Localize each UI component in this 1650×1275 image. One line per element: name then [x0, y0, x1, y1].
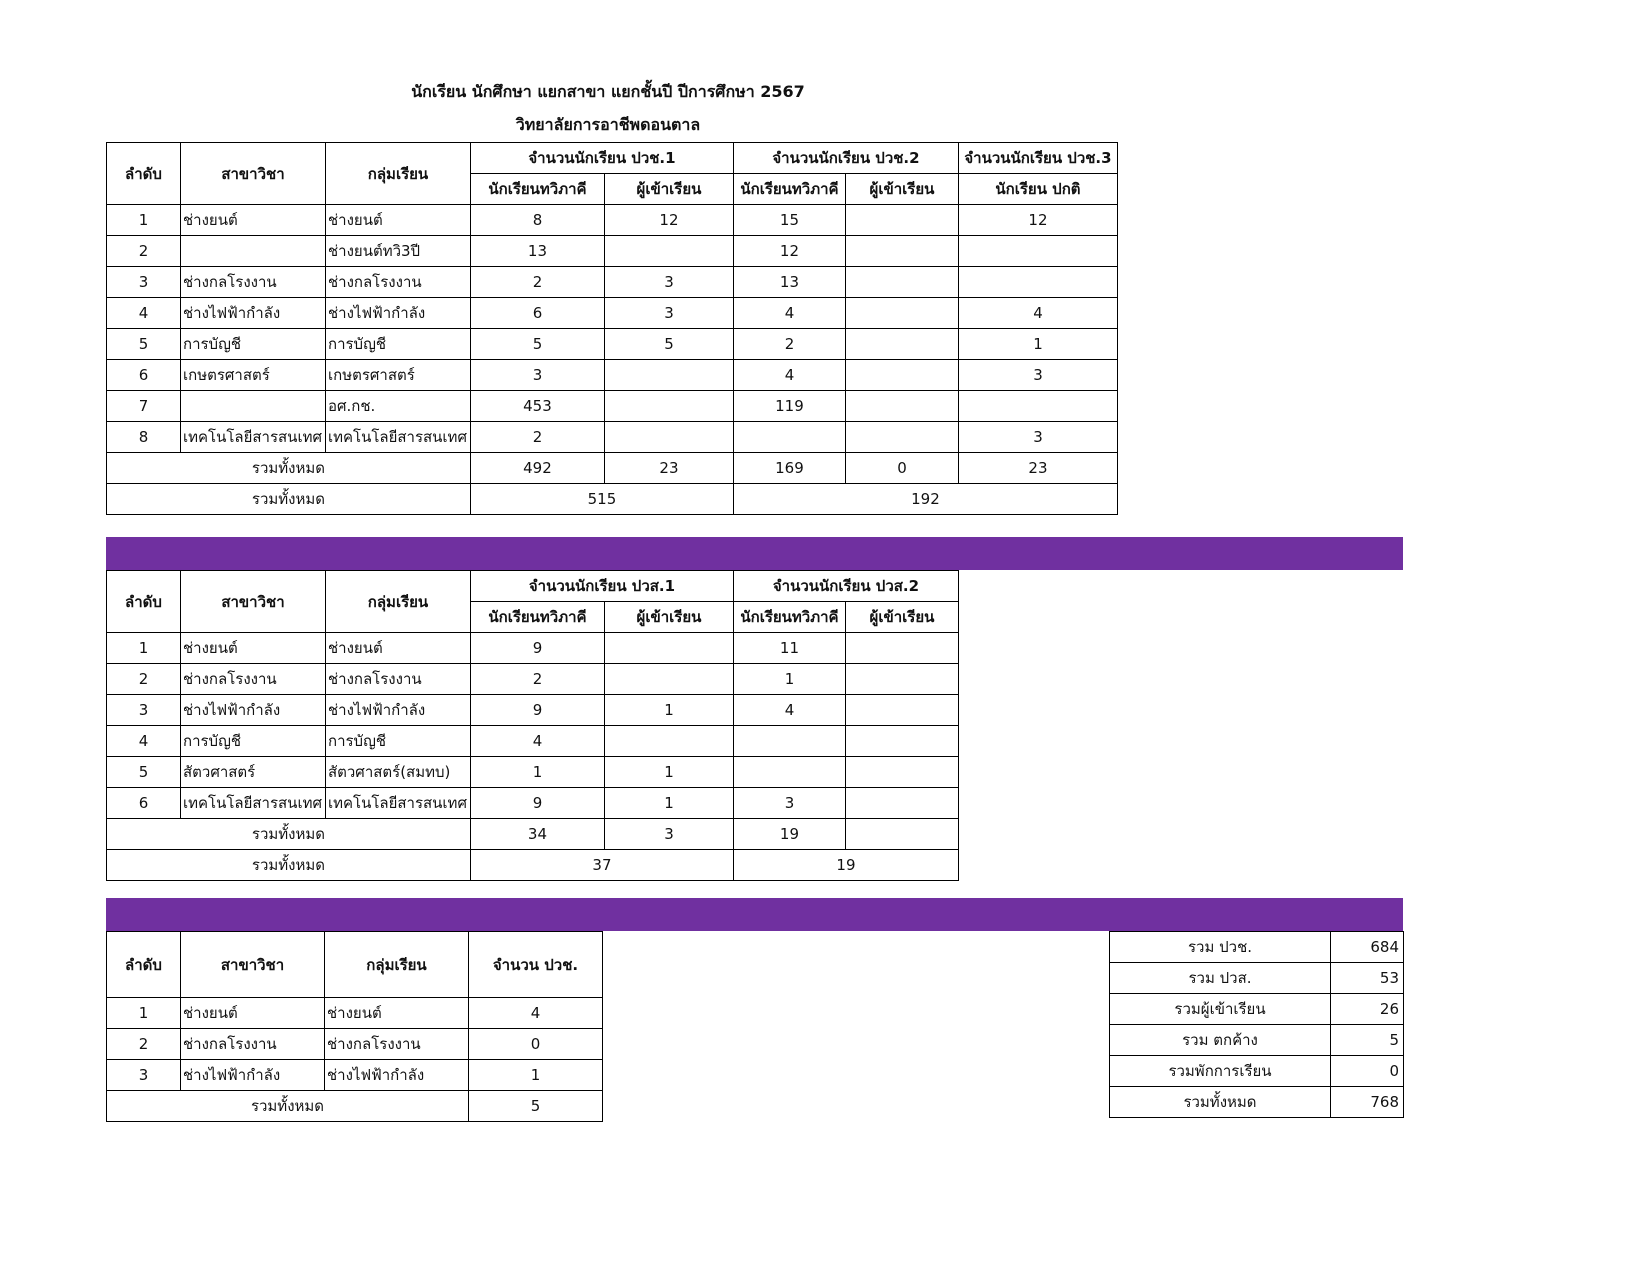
- table-cell: [845, 664, 958, 695]
- grand-total-label: รวมทั้งหมด: [107, 850, 471, 881]
- header-pvc2: จำนวนนักเรียน ปวช.2: [733, 143, 958, 174]
- table-cell: ช่างกลโรงงาน: [181, 664, 326, 695]
- table-cell: เทคโนโลยีสารสนเทศ: [325, 788, 470, 819]
- header-count: จำนวน ปวช.: [469, 932, 603, 998]
- header-group: กลุ่มเรียน: [325, 571, 470, 633]
- subheader-normal: นักเรียน ปกติ: [958, 174, 1117, 205]
- table-cell: ช่างไฟฟ้ากำลัง: [325, 695, 470, 726]
- pvc-count-table: [106, 931, 603, 1122]
- table-cell: [845, 329, 958, 360]
- table-cell: 3: [107, 1060, 181, 1091]
- table-cell: 3: [958, 422, 1117, 453]
- table-cell: 5: [604, 329, 733, 360]
- table-cell: 1: [604, 695, 733, 726]
- summary-row: [1110, 963, 1404, 994]
- total-label: รวมทั้งหมด: [107, 1091, 469, 1122]
- summary-row: [1110, 1087, 1404, 1118]
- grand-total-label: รวมทั้งหมด: [107, 484, 471, 515]
- table-cell: 4: [733, 298, 845, 329]
- pvs-student-table: [106, 570, 959, 881]
- table-cell: 4: [470, 726, 604, 757]
- table-cell: 4: [958, 298, 1117, 329]
- table-cell: [604, 422, 733, 453]
- table-cell: 53: [1331, 963, 1404, 994]
- subheader-dual: นักเรียนทวิภาคี: [733, 174, 845, 205]
- table-cell: 2: [470, 422, 604, 453]
- table-cell: 3: [604, 298, 733, 329]
- table-row: [107, 360, 1118, 391]
- table-cell: สัตวศาสตร์: [181, 757, 326, 788]
- table-row: [107, 1029, 603, 1060]
- table-cell: 1: [107, 998, 181, 1029]
- table-cell: รวมผู้เข้าเรียน: [1110, 994, 1331, 1025]
- table-cell: 12: [733, 236, 845, 267]
- table-cell: 9: [470, 695, 604, 726]
- table-cell: 6: [107, 360, 181, 391]
- total-cell: [845, 819, 958, 850]
- table-cell: 9: [470, 633, 604, 664]
- table-row: [107, 695, 959, 726]
- subheader-attend: ผู้เข้าเรียน: [604, 174, 733, 205]
- header-no: ลำดับ: [107, 932, 181, 998]
- table-row: [107, 391, 1118, 422]
- table-cell: รวมทั้งหมด: [1110, 1087, 1331, 1118]
- header-pvc3: จำนวนนักเรียน ปวช.3: [958, 143, 1117, 174]
- table-cell: 6: [107, 788, 181, 819]
- table-cell: เทคโนโลยีสารสนเทศ: [181, 788, 326, 819]
- table-cell: การบัญชี: [325, 329, 470, 360]
- section-divider: [106, 898, 1403, 931]
- subheader-attend: ผู้เข้าเรียน: [845, 174, 958, 205]
- table-cell: ช่างยนต์: [181, 205, 326, 236]
- table-cell: 1: [604, 788, 733, 819]
- table-cell: [604, 726, 733, 757]
- header-group: กลุ่มเรียน: [325, 143, 470, 205]
- header-major: สาขาวิชา: [181, 932, 325, 998]
- table-cell: [845, 391, 958, 422]
- table-cell: 768: [1331, 1087, 1404, 1118]
- grand-total-pvc1: 515: [470, 484, 733, 515]
- table-cell: 3: [733, 788, 845, 819]
- table-row: [107, 205, 1118, 236]
- table-row: [107, 998, 603, 1029]
- subheader-dual: นักเรียนทวิภาคี: [470, 602, 604, 633]
- table-cell: 15: [733, 205, 845, 236]
- table-cell: เทคโนโลยีสารสนเทศ: [181, 422, 326, 453]
- table-row: [107, 422, 1118, 453]
- section-divider: [106, 537, 1403, 570]
- table-cell: [845, 267, 958, 298]
- table-cell: 684: [1331, 932, 1404, 963]
- subheader-attend: ผู้เข้าเรียน: [604, 602, 733, 633]
- table-cell: 12: [604, 205, 733, 236]
- table-cell: ช่างไฟฟ้ากำลัง: [325, 298, 470, 329]
- table-cell: [845, 360, 958, 391]
- table-row: [107, 726, 959, 757]
- table-row: [107, 664, 959, 695]
- table-cell: [181, 236, 326, 267]
- table-cell: ช่างไฟฟ้ากำลัง: [181, 695, 326, 726]
- total-label: รวมทั้งหมด: [107, 819, 471, 850]
- header-major: สาขาวิชา: [181, 571, 326, 633]
- table-cell: 3: [604, 267, 733, 298]
- total-cell: 3: [604, 819, 733, 850]
- table-cell: [604, 633, 733, 664]
- table-cell: สัตวศาสตร์(สมทบ): [325, 757, 470, 788]
- table-row: [107, 788, 959, 819]
- table-cell: ช่างยนต์: [181, 998, 325, 1029]
- table-cell: ช่างกลโรงงาน: [325, 1029, 469, 1060]
- table-cell: 13: [733, 267, 845, 298]
- table-cell: รวม ปวช.: [1110, 932, 1331, 963]
- table-cell: [604, 391, 733, 422]
- table-cell: 2: [470, 664, 604, 695]
- table-cell: 1: [958, 329, 1117, 360]
- table-cell: [845, 757, 958, 788]
- table-cell: 119: [733, 391, 845, 422]
- table-cell: ช่างยนต์: [325, 205, 470, 236]
- summary-row: [1110, 994, 1404, 1025]
- table-cell: 1: [107, 205, 181, 236]
- subheader-attend: ผู้เข้าเรียน: [845, 602, 958, 633]
- table-cell: ช่างไฟฟ้ากำลัง: [181, 1060, 325, 1091]
- table-cell: 4: [733, 695, 845, 726]
- table-cell: เกษตรศาสตร์: [181, 360, 326, 391]
- table-cell: [845, 695, 958, 726]
- table-cell: [845, 205, 958, 236]
- table-cell: 2: [107, 664, 181, 695]
- table-cell: [845, 422, 958, 453]
- table-cell: ช่างยนต์ทวิ3ปี: [325, 236, 470, 267]
- header-group: กลุ่มเรียน: [325, 932, 469, 998]
- table-cell: 3: [107, 267, 181, 298]
- table-cell: 1: [470, 757, 604, 788]
- table-cell: 4: [107, 726, 181, 757]
- table-cell: [733, 726, 845, 757]
- table-cell: [181, 391, 326, 422]
- table-cell: 8: [107, 422, 181, 453]
- table-cell: 8: [470, 205, 604, 236]
- total-cell: 23: [958, 453, 1117, 484]
- header-pvs1: จำนวนนักเรียน ปวส.1: [470, 571, 733, 602]
- table-cell: [733, 422, 845, 453]
- table-cell: 5: [107, 329, 181, 360]
- table-cell: ช่างกลโรงงาน: [181, 1029, 325, 1060]
- table-cell: 26: [1331, 994, 1404, 1025]
- table-cell: อศ.กช.: [325, 391, 470, 422]
- total-cell: 492: [470, 453, 604, 484]
- table-cell: 1: [733, 664, 845, 695]
- table-cell: [845, 633, 958, 664]
- table-cell: ช่างไฟฟ้ากำลัง: [181, 298, 326, 329]
- table-cell: 11: [733, 633, 845, 664]
- table-cell: 2: [107, 236, 181, 267]
- college-name: วิทยาลัยการอาชีพดอนตาล: [515, 115, 701, 134]
- table-cell: 2: [470, 267, 604, 298]
- summary-table: [1109, 931, 1404, 1118]
- table-cell: การบัญชี: [181, 726, 326, 757]
- header-pvc1: จำนวนนักเรียน ปวช.1: [470, 143, 733, 174]
- table-row: [107, 757, 959, 788]
- table-cell: ช่างกลโรงงาน: [325, 664, 470, 695]
- table-cell: 13: [470, 236, 604, 267]
- table-cell: [845, 788, 958, 819]
- table-cell: การบัญชี: [181, 329, 326, 360]
- table-cell: ช่างยนต์: [181, 633, 326, 664]
- table-cell: 0: [1331, 1056, 1404, 1087]
- table-cell: ช่างกลโรงงาน: [325, 267, 470, 298]
- table-cell: ช่างยนต์: [325, 998, 469, 1029]
- table-cell: 6: [470, 298, 604, 329]
- table-cell: การบัญชี: [325, 726, 470, 757]
- table-cell: [733, 757, 845, 788]
- table-cell: [958, 267, 1117, 298]
- table-cell: 1: [469, 1060, 603, 1091]
- document-title: นักเรียน นักศึกษา แยกสาขา แยกชั้นปี ปีการศึกษา 2567: [411, 82, 805, 101]
- table-cell: เทคโนโลยีสารสนเทศ: [325, 422, 470, 453]
- table-cell: [604, 360, 733, 391]
- table-cell: 9: [470, 788, 604, 819]
- summary-row: [1110, 932, 1404, 963]
- table-cell: [845, 298, 958, 329]
- total-label: รวมทั้งหมด: [107, 453, 471, 484]
- table-cell: รวม ปวส.: [1110, 963, 1331, 994]
- table-row: [107, 633, 959, 664]
- total-cell: 5: [469, 1091, 603, 1122]
- table-cell: 2: [107, 1029, 181, 1060]
- table-cell: ช่างกลโรงงาน: [181, 267, 326, 298]
- table-cell: 5: [107, 757, 181, 788]
- table-cell: เกษตรศาสตร์: [325, 360, 470, 391]
- table-cell: 1: [107, 633, 181, 664]
- pvc-student-table: [106, 142, 1118, 515]
- summary-row: [1110, 1056, 1404, 1087]
- table-cell: [604, 664, 733, 695]
- table-cell: 0: [469, 1029, 603, 1060]
- table-cell: 1: [604, 757, 733, 788]
- table-cell: ช่างยนต์: [325, 633, 470, 664]
- table-cell: 12: [958, 205, 1117, 236]
- grand-total-pvs2: 19: [733, 850, 958, 881]
- total-cell: 34: [470, 819, 604, 850]
- table-cell: 4: [107, 298, 181, 329]
- total-cell: 0: [845, 453, 958, 484]
- table-cell: [958, 391, 1117, 422]
- grand-total-pvs1: 37: [470, 850, 733, 881]
- table-cell: [958, 236, 1117, 267]
- table-row: [107, 329, 1118, 360]
- table-row: [107, 1060, 603, 1091]
- table-cell: 5: [470, 329, 604, 360]
- summary-row: [1110, 1025, 1404, 1056]
- header-no: ลำดับ: [107, 571, 181, 633]
- table-cell: [845, 236, 958, 267]
- table-cell: 2: [733, 329, 845, 360]
- total-cell: 23: [604, 453, 733, 484]
- header-major: สาขาวิชา: [181, 143, 326, 205]
- total-cell: 169: [733, 453, 845, 484]
- table-cell: รวมพักการเรียน: [1110, 1056, 1331, 1087]
- grand-total-pvc2: 192: [733, 484, 1117, 515]
- total-cell: 19: [733, 819, 845, 850]
- table-cell: ช่างไฟฟ้ากำลัง: [325, 1060, 469, 1091]
- table-cell: 7: [107, 391, 181, 422]
- table-cell: 4: [733, 360, 845, 391]
- table-cell: รวม ตกค้าง: [1110, 1025, 1331, 1056]
- table-row: [107, 298, 1118, 329]
- table-row: [107, 236, 1118, 267]
- table-cell: 4: [469, 998, 603, 1029]
- table-cell: [845, 726, 958, 757]
- table-row: [107, 267, 1118, 298]
- table-cell: 3: [107, 695, 181, 726]
- table-cell: 3: [470, 360, 604, 391]
- table-cell: 5: [1331, 1025, 1404, 1056]
- table-cell: 453: [470, 391, 604, 422]
- subheader-dual: นักเรียนทวิภาคี: [733, 602, 845, 633]
- table-cell: 3: [958, 360, 1117, 391]
- header-no: ลำดับ: [107, 143, 181, 205]
- header-pvs2: จำนวนนักเรียน ปวส.2: [733, 571, 958, 602]
- table-cell: [604, 236, 733, 267]
- subheader-dual: นักเรียนทวิภาคี: [470, 174, 604, 205]
